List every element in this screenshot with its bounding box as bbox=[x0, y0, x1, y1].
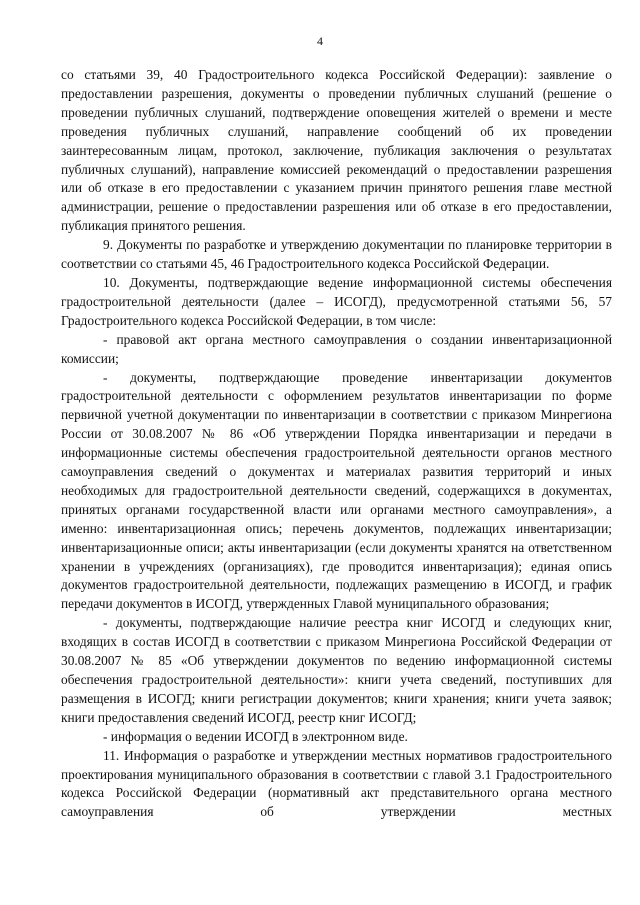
paragraph-continuation: со статьями 39, 40 Градостроительного кодекса Российской Федерации): заявление о предоставлении разрешения, документы о проведении публичных слушаний (решение о проведении публичных слушаний, подтверждение оповещения жителей о времени и месте проведения публичных слушаний, направление сообщений об их проведении заинтересованным лицам, протокол, заключение, публикация заключения о результатах публичных слушаний), направление комиссией рекомендаций о предоставлении разрешения или об отказе в его предоставлении с указанием причин принятого решения главе местной администрации, решение о предоставлении разрешения или об отказе в его предоставлении, публикация принятого решения. bbox=[61, 67, 612, 234]
list-item-commission-act: - правовой акт органа местного самоуправления о создании инвентаризационной комиссии; bbox=[61, 331, 612, 366]
paragraph-item-10: 10. Документы, подтверждающие ведение информационной системы обеспечения градостроительной деятельности (далее – ИСОГД), предусмотренной статьями 56, 57 Градостроительного кодекса Российской Федерации, в том числе: bbox=[61, 274, 612, 328]
list-item-electronic-isogd: - информация о ведении ИСОГД в электронном виде. bbox=[103, 728, 408, 744]
page-number: 4 bbox=[317, 34, 323, 48]
document-body bbox=[61, 66, 612, 822]
paragraph-item-9: 9. Документы по разработке и утверждению документации по планировке территории в соответствии со статьями 45, 46 Градостроительного кодекса Российской Федерации. bbox=[61, 237, 612, 272]
paragraph-item-11: 11. Информация о разработке и утверждении местных нормативов градостроительного проектирования муниципального образования в соответствии с главой 3.1 Градостроительного кодекса Российской Федерации (нормативный акт представительного органа местного самоуправления об утверждении местных bbox=[61, 747, 612, 820]
list-item-isogd-registry: - документы, подтверждающие наличие реестра книг ИСОГД и следующих книг, входящих в состав ИСОГД в соответствии с приказом Минрегиона Российской Федерации от 30.08.2007 № 85 «Об утверждении документов по ведению информационной системы обеспечения градостроительной деятельности»: книги учета сведений, поступивших для размещения в ИСОГД; книги регистрации документов; книги хранения; книги учета заявок; книги предоставления сведений ИСОГД, реестр книг ИСОГД; bbox=[61, 615, 612, 725]
list-item-inventory-documents: - документы, подтверждающие проведение инвентаризации документов градостроительной деятельности с оформлением результатов инвентаризации по форме первичной учетной документации по инвентаризации в соответствии с приказом Минрегиона России от 30.08.2007 № 86 «Об утверждении Порядка инвентаризации и передачи в информационные системы обеспечения градостроительной деятельности органов местного самоуправления сведений о документах и материалах развития территорий и иных необходимых для градостроительной деятельности сведений, содержащихся в документах, принятых органами государственной власти или органами местного самоуправления», а именно: инвентаризационная опись; перечень документов, подлежащих инвентаризации; инвентаризационные описи; акты инвентаризации (если документы хранятся на ответственном хранении в учреждениях (организациях), где проводится инвентаризация); единая опись документов градостроительной деятельности, подлежащих размещению в ИСОГД, и график передачи документов в ИСОГД, утвержденных Главой муниципального образования; bbox=[61, 369, 612, 612]
